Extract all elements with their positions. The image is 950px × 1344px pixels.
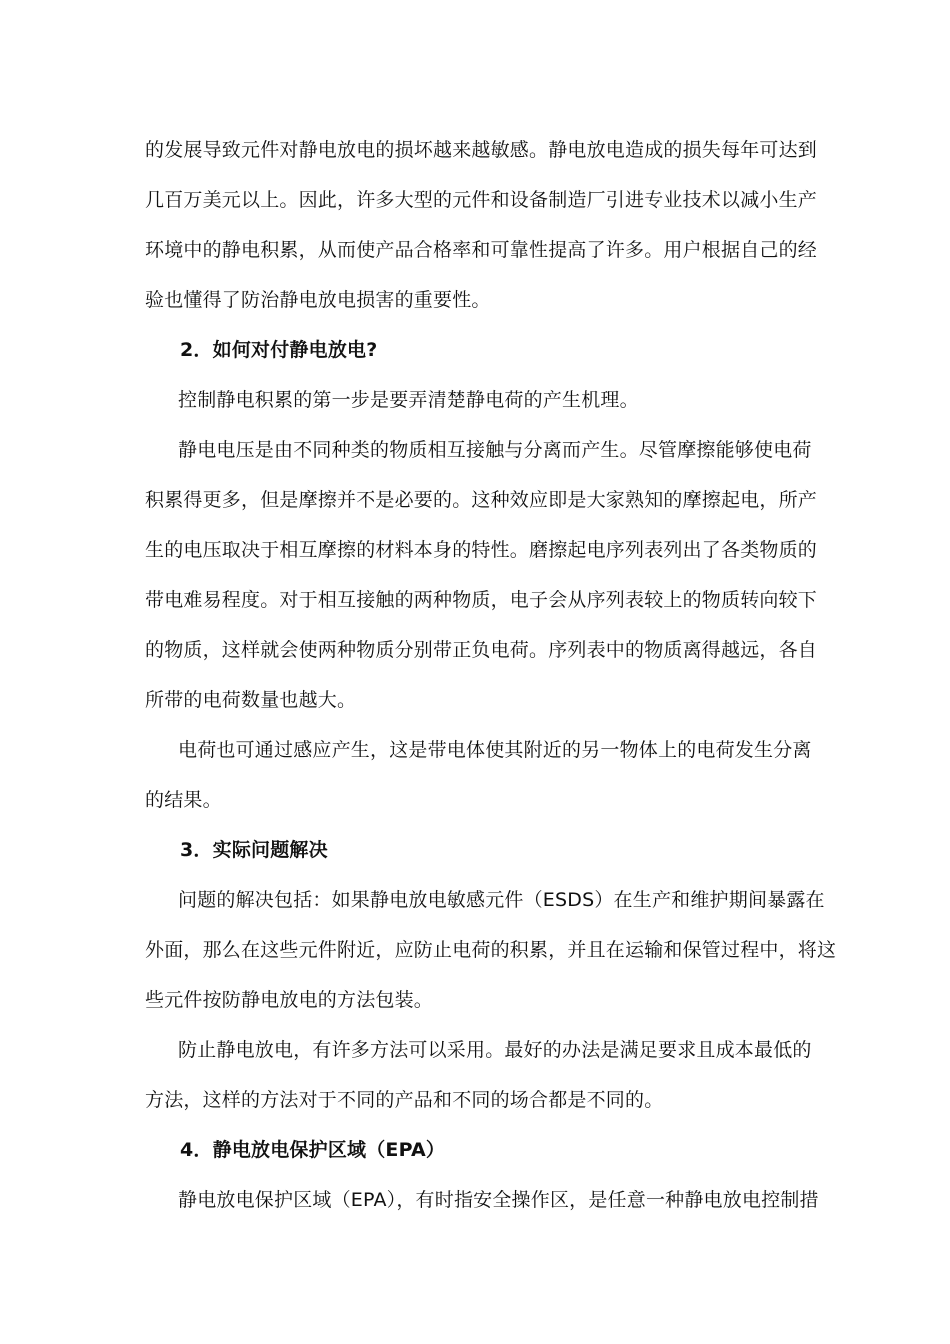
- body-text-line: 些元件按防静电放电的方法包装。: [145, 989, 434, 1011]
- body-text-line: 方法，这样的方法对于不同的产品和不同的场合都是不同的。: [145, 1089, 664, 1111]
- body-text-line: 生的电压取决于相互摩擦的材料本身的特性。磨擦起电序列表列出了各类物质的: [145, 539, 818, 561]
- body-text-line: 外面，那么在这些元件附近，应防止电荷的积累，并且在运输和保管过程中，将这: [145, 939, 837, 961]
- body-text-line: 环境中的静电积累，从而使产品合格率和可靠性提高了许多。用户根据自己的经: [145, 239, 818, 261]
- body-text-line: 的物质，这样就会使两种物质分别带正负电荷。序列表中的物质离得越远，各自: [145, 639, 818, 661]
- body-text-line: 验也懂得了防治静电放电损害的重要性。: [145, 289, 491, 311]
- body-text-line: 电荷也可通过感应产生，这是带电体使其附近的另一物体上的电荷发生分离: [178, 739, 812, 761]
- section-heading: 3．实际问题解决: [180, 839, 328, 861]
- body-text-line: 静电放电保护区域（EPA），有时指安全操作区，是任意一种静电放电控制措: [178, 1189, 819, 1211]
- body-text-line: 积累得更多，但是摩擦并不是必要的。这种效应即是大家熟知的摩擦起电，所产: [145, 489, 818, 511]
- body-text-line: 静电电压是由不同种类的物质相互接触与分离而产生。尽管摩擦能够使电荷: [178, 439, 812, 461]
- body-text-line: 所带的电荷数量也越大。: [145, 689, 357, 711]
- body-text-line: 的发展导致元件对静电放电的损坏越来越敏感。静电放电造成的损失每年可达到: [145, 139, 818, 161]
- body-text-line: 的结果。: [145, 789, 222, 811]
- body-text-line: 几百万美元以上。因此，许多大型的元件和设备制造厂引进专业技术以减小生产: [145, 189, 818, 211]
- section-heading: 2．如何对付静电放电?: [180, 339, 378, 361]
- body-text-line: 控制静电积累的第一步是要弄清楚静电荷的产生机理。: [178, 389, 639, 411]
- body-text-line: 带电难易程度。对于相互接触的两种物质，电子会从序列表较上的物质转向较下: [145, 589, 818, 611]
- body-text-line: 问题的解决包括：如果静电放电敏感元件（ESDS）在生产和维护期间暴露在: [178, 889, 825, 911]
- section-heading: 4．静电放电保护区域（EPA）: [180, 1139, 446, 1161]
- body-text-line: 防止静电放电，有许多方法可以采用。最好的办法是满足要求且成本最低的: [178, 1039, 812, 1061]
